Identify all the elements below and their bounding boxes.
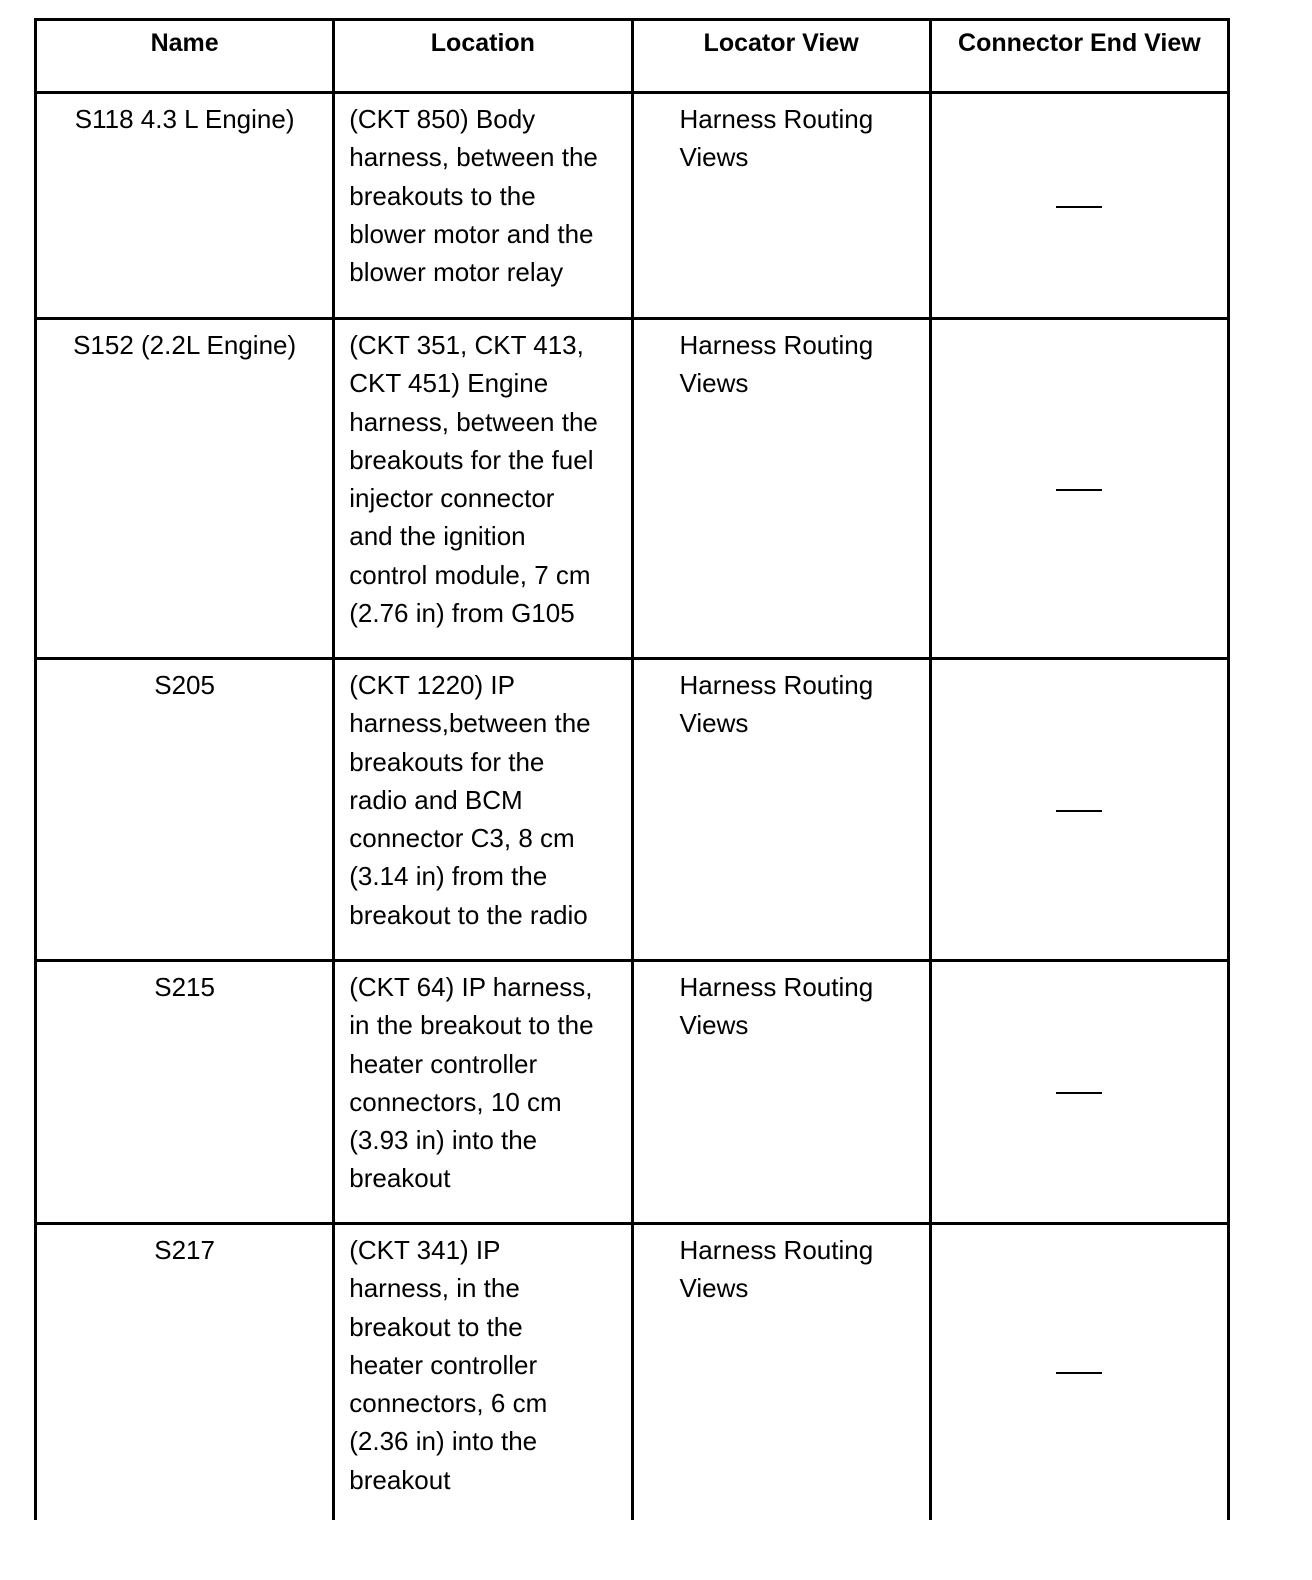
locator-view-line: Harness Routing bbox=[679, 330, 874, 360]
splice-location bbox=[334, 659, 632, 961]
splice-location bbox=[334, 961, 632, 1224]
location-line: (2.36 in) into the bbox=[349, 1426, 538, 1457]
table-row bbox=[36, 319, 1229, 659]
connector-end-view bbox=[930, 1224, 1228, 1520]
location-line: blower motor relay bbox=[349, 257, 564, 288]
connector-end-view bbox=[930, 659, 1228, 961]
table-header-row bbox=[36, 20, 1229, 93]
location-line: connectors, 6 cm bbox=[349, 1388, 548, 1419]
location-line: breakouts for the bbox=[349, 746, 545, 777]
location-line: breakout bbox=[349, 1163, 451, 1194]
location-line: (CKT 850) Body bbox=[349, 104, 536, 134]
location-line: connectors, 10 cm bbox=[349, 1086, 562, 1117]
location-line: (2.76 in) from G105 bbox=[349, 598, 575, 629]
locator-view bbox=[632, 93, 930, 319]
location-line: (CKT 351, CKT 413, bbox=[349, 330, 584, 360]
location-line: (CKT 64) IP harness, bbox=[349, 972, 593, 1002]
locator-view-line: Views bbox=[679, 1010, 749, 1041]
locator-view-line: Harness Routing bbox=[679, 670, 874, 700]
location-line: (3.14 in) from the bbox=[349, 861, 548, 892]
splice-name: S152 (2.2L Engine) bbox=[36, 319, 334, 659]
splice-name: S118 4.3 L Engine) bbox=[36, 93, 334, 319]
splice-name: S217 bbox=[36, 1224, 334, 1520]
location-line: and the ignition bbox=[349, 521, 526, 552]
locator-view bbox=[632, 961, 930, 1224]
table-row bbox=[36, 1224, 1229, 1520]
location-line: blower motor and the bbox=[349, 218, 594, 249]
locator-view bbox=[632, 1224, 930, 1520]
location-line: harness, in the bbox=[349, 1273, 520, 1304]
locator-view-line: Harness Routing bbox=[679, 1235, 874, 1265]
splice-location bbox=[334, 319, 632, 659]
table-row bbox=[36, 961, 1229, 1224]
empty-dash bbox=[1056, 489, 1102, 491]
location-line: (CKT 341) IP bbox=[349, 1235, 501, 1265]
location-line: (CKT 1220) IP bbox=[349, 670, 515, 700]
splice-location bbox=[334, 93, 632, 319]
locator-view-line: Views bbox=[679, 368, 749, 399]
location-line: breakout to the bbox=[349, 1311, 523, 1342]
location-line: harness, between the bbox=[349, 406, 598, 437]
location-line: CKT 451) Engine bbox=[349, 368, 549, 399]
table-row bbox=[36, 659, 1229, 961]
locator-view bbox=[632, 319, 930, 659]
location-line: harness,between the bbox=[349, 708, 591, 739]
splice-name: S205 bbox=[36, 659, 334, 961]
header-name: Name bbox=[36, 20, 334, 93]
table-row bbox=[36, 93, 1229, 319]
location-line: control module, 7 cm bbox=[349, 559, 591, 590]
location-line: connector C3, 8 cm bbox=[349, 823, 575, 854]
empty-dash bbox=[1056, 1092, 1102, 1094]
header-connector-end-view: Connector End View bbox=[930, 20, 1228, 93]
empty-dash bbox=[1056, 206, 1102, 208]
location-line: breakouts to the bbox=[349, 180, 536, 211]
locator-view bbox=[632, 659, 930, 961]
splice-name: S215 bbox=[36, 961, 334, 1224]
location-line: in the breakout to the bbox=[349, 1010, 594, 1041]
location-line: breakout bbox=[349, 1464, 451, 1495]
splice-location bbox=[334, 1224, 632, 1520]
empty-dash bbox=[1056, 810, 1102, 812]
locator-view-line: Views bbox=[679, 142, 749, 173]
location-line: harness, between the bbox=[349, 142, 598, 173]
location-line: radio and BCM bbox=[349, 784, 523, 815]
location-line: (3.93 in) into the bbox=[349, 1125, 538, 1156]
connector-end-view bbox=[930, 319, 1228, 659]
connector-end-view bbox=[930, 961, 1228, 1224]
splice-location-table bbox=[34, 18, 1230, 1520]
connector-end-view bbox=[930, 93, 1228, 319]
locator-view-line: Views bbox=[679, 1273, 749, 1304]
location-line: heater controller bbox=[349, 1048, 538, 1079]
locator-view-line: Harness Routing bbox=[679, 104, 874, 134]
header-location: Location bbox=[334, 20, 632, 93]
locator-view-line: Views bbox=[679, 708, 749, 739]
locator-view-line: Harness Routing bbox=[679, 972, 874, 1002]
location-line: injector connector bbox=[349, 483, 555, 514]
location-line: breakout to the radio bbox=[349, 899, 588, 930]
location-line: heater controller bbox=[349, 1349, 538, 1380]
header-locator-view: Locator View bbox=[632, 20, 930, 93]
empty-dash bbox=[1056, 1372, 1102, 1374]
location-line: breakouts for the fuel bbox=[349, 444, 594, 475]
